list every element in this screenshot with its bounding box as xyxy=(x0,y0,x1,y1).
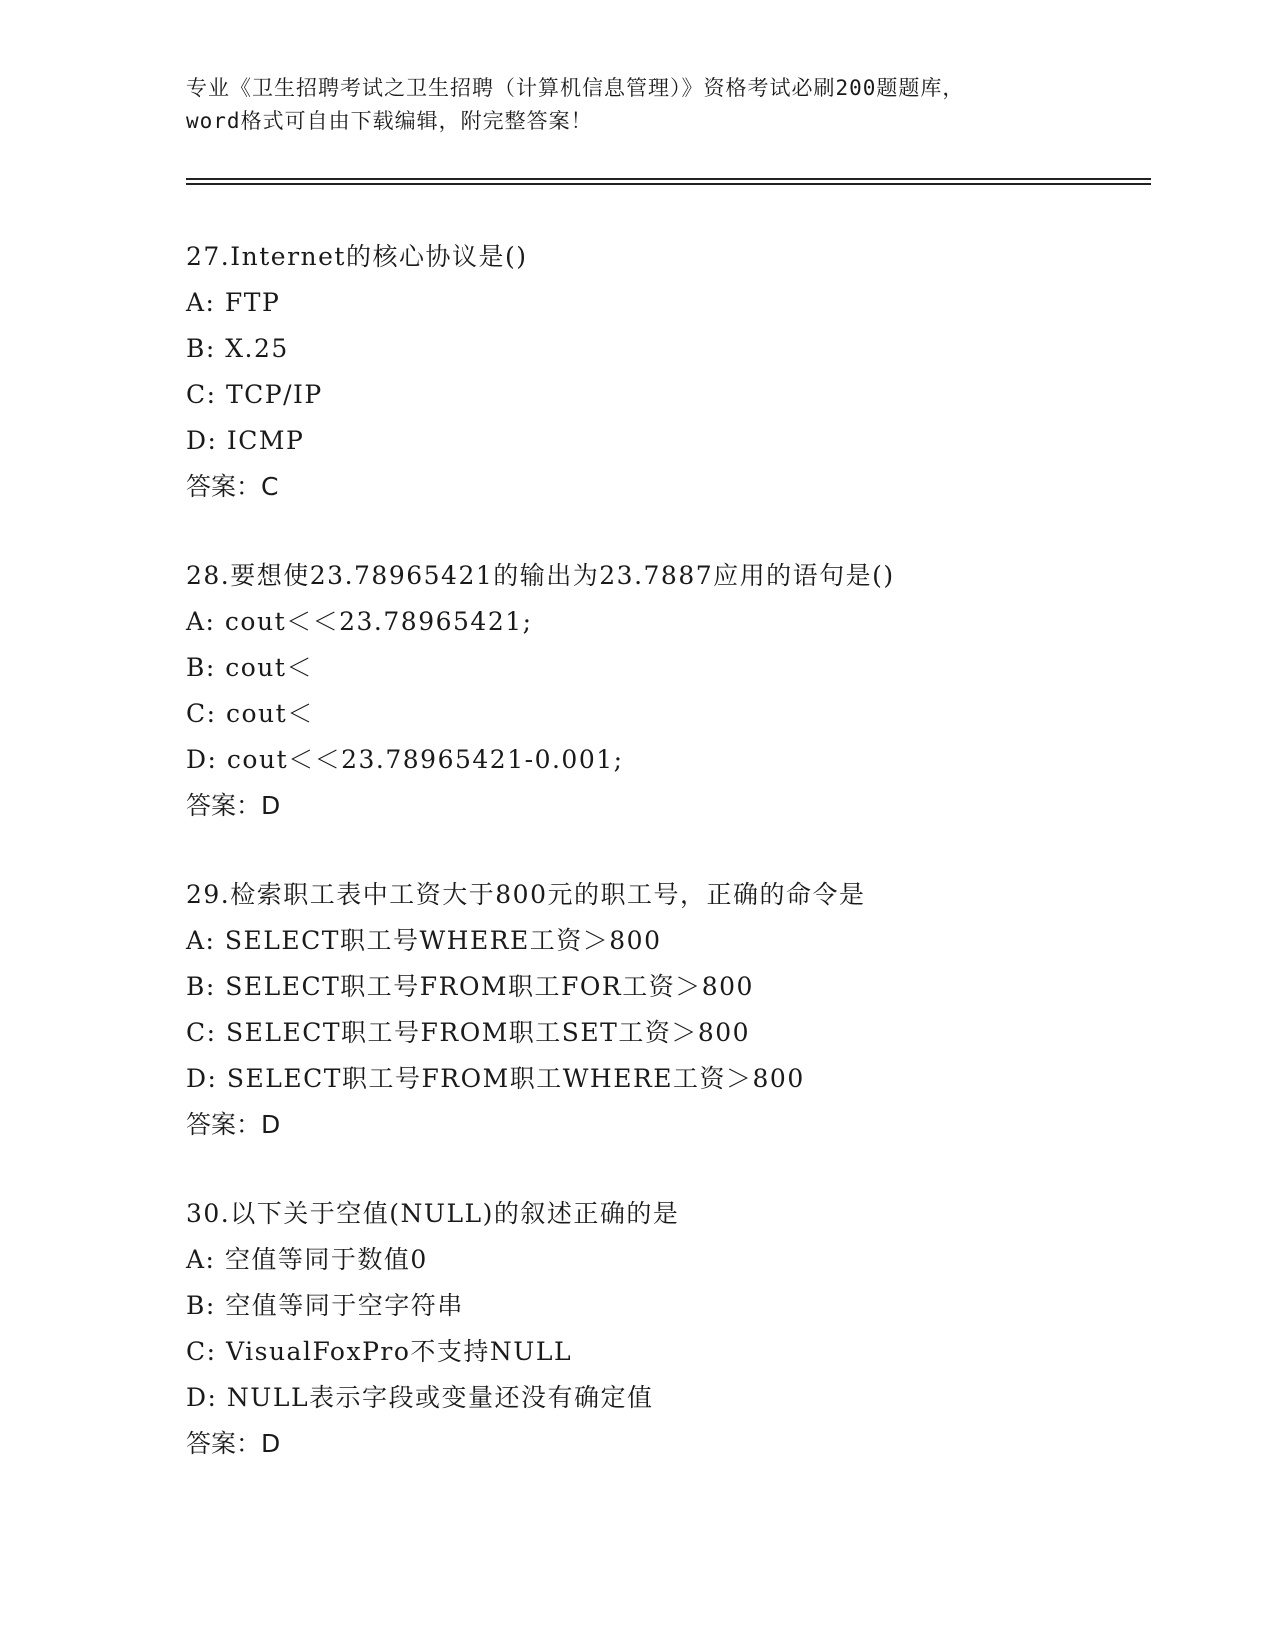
option-a: A: cout＜＜23.78965421; xyxy=(186,607,533,636)
answer-label: 答案：C xyxy=(186,472,279,501)
question-stem: 29.检索职工表中工资大于800元的职工号，正确的命令是 xyxy=(186,880,866,909)
question-28 xyxy=(186,553,1146,829)
header-line-2: word格式可自由下载编辑，附完整答案！ xyxy=(186,109,593,133)
option-b: B: SELECT职工号FROM职工FOR工资＞800 xyxy=(186,972,754,1001)
header-divider-bottom xyxy=(186,183,1151,185)
question-29 xyxy=(186,872,1146,1148)
option-b: B: cout＜ xyxy=(186,653,313,682)
option-c: C: TCP/IP xyxy=(186,380,323,409)
question-stem: 30.以下关于空值(NULL)的叙述正确的是 xyxy=(186,1199,680,1228)
document-header xyxy=(186,72,1086,138)
answer-label: 答案：D xyxy=(186,1429,281,1458)
option-a: A: SELECT职工号WHERE工资＞800 xyxy=(186,926,662,955)
option-c: C: SELECT职工号FROM职工SET工资＞800 xyxy=(186,1018,751,1047)
question-27 xyxy=(186,234,1146,510)
option-d: D: NULL表示字段或变量还没有确定值 xyxy=(186,1383,654,1412)
option-c: C: VisualFoxPro不支持NULL xyxy=(186,1337,573,1366)
header-divider-top xyxy=(186,178,1151,180)
question-stem: 27.Internet的核心协议是() xyxy=(186,242,528,271)
option-b: B: 空值等同于空字符串 xyxy=(186,1291,464,1320)
option-d: D: ICMP xyxy=(186,426,305,455)
option-a: A: FTP xyxy=(186,288,281,317)
answer-label: 答案：D xyxy=(186,1110,281,1139)
question-stem: 28.要想使23.78965421的输出为23.7887应用的语句是() xyxy=(186,561,895,590)
option-d: D: cout＜＜23.78965421-0.001; xyxy=(186,745,624,774)
option-c: C: cout＜ xyxy=(186,699,314,728)
question-30 xyxy=(186,1191,1146,1467)
option-b: B: X.25 xyxy=(186,334,289,363)
option-a: A: 空值等同于数值0 xyxy=(186,1245,428,1274)
option-d: D: SELECT职工号FROM职工WHERE工资＞800 xyxy=(186,1064,805,1093)
answer-label: 答案：D xyxy=(186,791,281,820)
header-line-1: 专业《卫生招聘考试之卫生招聘（计算机信息管理）》资格考试必刷200题题库， xyxy=(186,76,965,100)
